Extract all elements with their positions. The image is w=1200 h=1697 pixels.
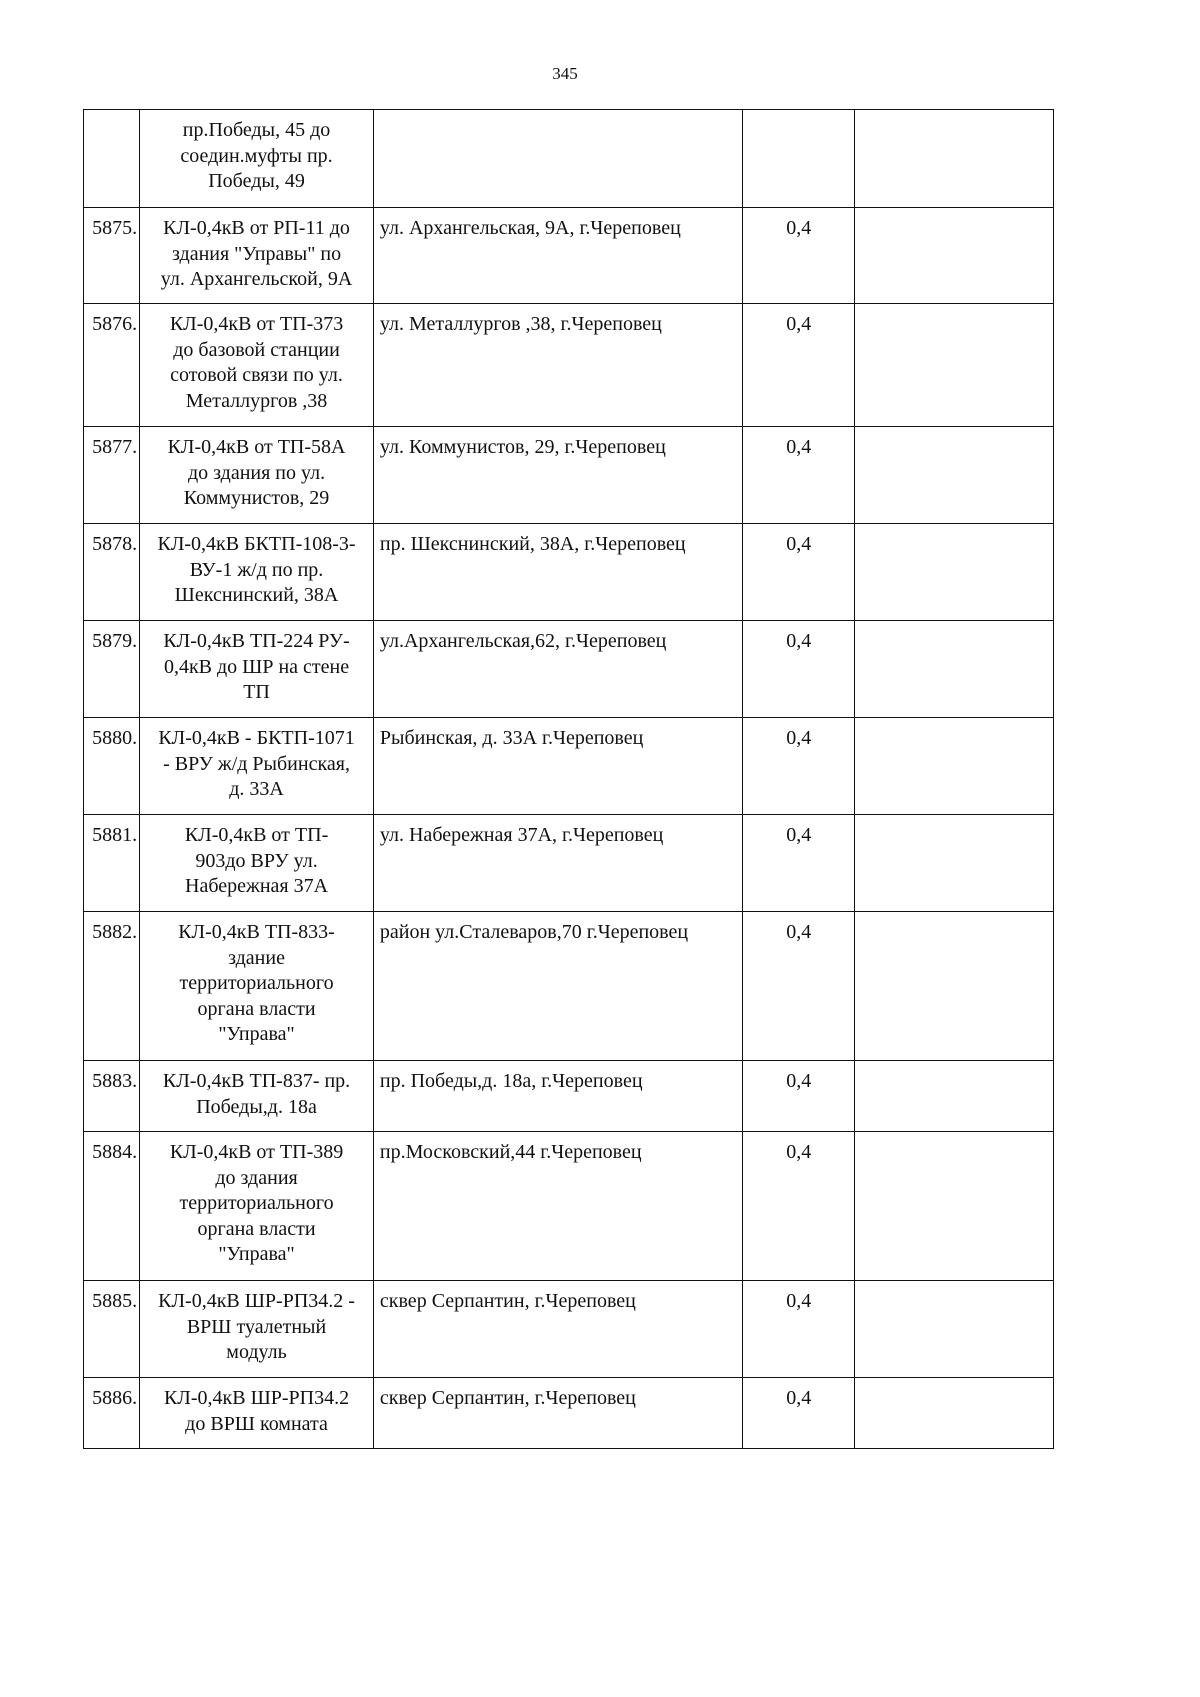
cable-line-name-text: здание [228, 946, 285, 969]
voltage-cell: 0,4 [743, 1061, 855, 1132]
address-text: сквер Серпантин, г.Череповец [379, 1290, 636, 1312]
table-row [84, 815, 1054, 912]
voltage-cell [743, 110, 855, 208]
cable-line-name-cell [140, 304, 374, 427]
address-text: ул. Металлургов ,38, г.Череповец [379, 313, 662, 335]
voltage-cell: 0,4 [743, 718, 855, 815]
address-cell [373, 718, 742, 815]
table-row [84, 1132, 1054, 1281]
cable-line-name-text: КЛ-0,4кВ от ТП- [184, 824, 329, 846]
address-cell [373, 1132, 742, 1281]
address-cell [373, 110, 742, 208]
voltage-cell: 0,4 [743, 621, 855, 718]
cable-line-name-text: Набережная 37А [185, 875, 329, 897]
table-row [84, 912, 1054, 1061]
row-number-cell: 5881. [84, 815, 140, 912]
cable-line-name-text: территориального [179, 1192, 334, 1214]
cable-line-name-cell [140, 718, 374, 815]
address-cell [373, 1378, 742, 1449]
cable-line-name-text: 0,4кВ до ШР на стене [163, 655, 350, 678]
address-text: ул. Набережная 37А, г.Череповец [379, 824, 664, 846]
empty-cell [855, 208, 1054, 304]
row-number-cell: 5882. [84, 912, 140, 1061]
cable-line-name-text: ВРШ туалетный [186, 1315, 327, 1338]
cable-line-registry-table [83, 109, 1054, 1449]
empty-cell [855, 1132, 1054, 1281]
cable-line-name-text: пр.Победы, 45 до [182, 119, 331, 141]
cable-line-name-cell [140, 1378, 374, 1449]
address-cell [373, 524, 742, 621]
cable-line-name-text: КЛ-0,4кВ ШР-РП34.2 - [158, 1290, 355, 1312]
cable-line-name-cell [140, 1132, 374, 1281]
row-number-cell: 5879. [84, 621, 140, 718]
empty-cell [855, 110, 1054, 208]
empty-cell [855, 718, 1054, 815]
cable-line-name-text: КЛ-0,4кВ от ТП-389 [169, 1141, 344, 1163]
empty-cell [855, 1378, 1054, 1449]
cable-line-name-cell [140, 524, 374, 621]
voltage-cell: 0,4 [743, 524, 855, 621]
row-number-cell: 5875. [84, 208, 140, 304]
cable-line-name-text: КЛ-0,4кВ ТП-224 РУ- [163, 630, 350, 652]
page-number: 345 [552, 64, 578, 83]
table-row [84, 621, 1054, 718]
cable-line-name-text: ТП [243, 681, 270, 703]
cable-line-name-text: КЛ-0,4кВ от ТП-373 [169, 313, 344, 335]
cable-line-name-text: органа власти [197, 1217, 316, 1240]
voltage-cell: 0,4 [743, 304, 855, 427]
row-number-cell: 5880. [84, 718, 140, 815]
cable-line-name-text: "Управа" [218, 1023, 295, 1045]
table-row [84, 304, 1054, 427]
voltage-cell: 0,4 [743, 815, 855, 912]
empty-cell [855, 1281, 1054, 1378]
address-text: Рыбинская, д. 33А г.Череповец [379, 727, 644, 749]
table-row [84, 1061, 1054, 1132]
cable-line-name-text: Металлургов ,38 [185, 389, 328, 412]
cable-line-name-text: КЛ-0,4кВ от ТП-58А [167, 436, 346, 458]
row-number-cell: 5877. [84, 427, 140, 524]
address-cell [373, 1281, 742, 1378]
registry-table-body [84, 110, 1054, 1449]
cable-line-name-text: КЛ-0,4кВ - БКТП-1071 [158, 727, 355, 749]
cable-line-name-text: Победы, 49 [208, 170, 305, 192]
cable-line-name-text: модуль [226, 1341, 287, 1363]
row-number-cell: 5886. [84, 1378, 140, 1449]
address-text: пр. Шекснинский, 38А, г.Череповец [379, 533, 686, 555]
table-row [84, 208, 1054, 304]
address-text: пр.Московский,44 г.Череповец [379, 1141, 642, 1163]
address-text: ул. Коммунистов, 29, г.Череповец [379, 436, 666, 458]
cable-line-name-text: территориального [179, 972, 334, 994]
cable-line-name-cell [140, 208, 374, 304]
row-number-cell [84, 110, 140, 208]
cable-line-name-cell [140, 110, 374, 208]
cable-line-name-text: "Управа" [218, 1243, 295, 1265]
cable-line-name-text: здания "Управы" по [171, 242, 342, 265]
address-text: пр. Победы,д. 18а, г.Череповец [379, 1070, 643, 1092]
address-text: ул.Архангельская,62, г.Череповец [379, 630, 667, 652]
row-number-cell: 5878. [84, 524, 140, 621]
cable-line-name-text: соедин.муфты пр. [180, 144, 333, 167]
cable-line-name-text: Коммунистов, 29 [183, 487, 330, 509]
empty-cell [855, 815, 1054, 912]
empty-cell [855, 427, 1054, 524]
empty-cell [855, 912, 1054, 1061]
address-cell [373, 1061, 742, 1132]
empty-cell [855, 1061, 1054, 1132]
table-row [84, 1378, 1054, 1449]
address-cell [373, 621, 742, 718]
address-text: ул. Архангельская, 9А, г.Череповец [379, 217, 681, 239]
row-number-cell: 5883. [84, 1061, 140, 1132]
cable-line-name-cell [140, 1281, 374, 1378]
cable-line-name-text: - ВРУ ж/д Рыбинская, [163, 752, 350, 775]
table-row [84, 524, 1054, 621]
address-cell [373, 427, 742, 524]
voltage-cell: 0,4 [743, 912, 855, 1061]
cable-line-name-cell [140, 427, 374, 524]
table-row [84, 427, 1054, 524]
cable-line-name-text: до базовой станции [173, 338, 340, 361]
cable-line-name-text: Шекснинский, 38А [174, 584, 339, 606]
cable-line-name-text: КЛ-0,4кВ БКТП-108-3- [157, 533, 356, 555]
cable-line-name-cell [140, 912, 374, 1061]
cable-line-name-text: ул. Архангельской, 9А [160, 268, 353, 290]
address-cell [373, 208, 742, 304]
cable-line-name-cell [140, 1061, 374, 1132]
cable-line-name-text: 903до ВРУ ул. [195, 849, 318, 872]
cable-line-name-text: д. 33А [229, 778, 284, 800]
cable-line-name-text: КЛ-0,4кВ от РП-11 до [163, 217, 350, 239]
empty-cell [855, 524, 1054, 621]
cable-line-name-text: ВУ-1 ж/д по пр. [189, 558, 324, 581]
table-row [84, 1281, 1054, 1378]
cable-line-name-text: сотовой связи по ул. [170, 364, 343, 386]
empty-cell [855, 621, 1054, 718]
cable-line-name-text: до ВРШ комната [185, 1412, 328, 1435]
empty-cell [855, 304, 1054, 427]
cable-line-name-text: Победы,д. 18а [196, 1095, 317, 1118]
address-text: район ул.Сталеваров,70 г.Череповец [379, 921, 689, 943]
cable-line-name-text: КЛ-0,4кВ ШР-РП34.2 [163, 1387, 350, 1409]
row-number-cell: 5885. [84, 1281, 140, 1378]
table-row [84, 718, 1054, 815]
cable-line-name-text: КЛ-0,4кВ ТП-837- пр. [162, 1070, 351, 1092]
row-number-cell: 5884. [84, 1132, 140, 1281]
voltage-cell: 0,4 [743, 427, 855, 524]
voltage-cell: 0,4 [743, 1281, 855, 1378]
address-cell [373, 304, 742, 427]
table-row [84, 110, 1054, 208]
cable-line-name-cell [140, 621, 374, 718]
voltage-cell: 0,4 [743, 1132, 855, 1281]
cable-line-name-text: органа власти [197, 997, 316, 1020]
address-text: сквер Серпантин, г.Череповец [379, 1387, 636, 1409]
row-number-cell: 5876. [84, 304, 140, 427]
cable-line-name-text: до здания [215, 1166, 298, 1189]
address-cell [373, 912, 742, 1061]
cable-line-name-cell [140, 815, 374, 912]
cable-line-name-text: до здания по ул. [187, 461, 326, 484]
cable-line-name-text: КЛ-0,4кВ ТП-833- [178, 921, 335, 943]
voltage-cell: 0,4 [743, 1378, 855, 1449]
address-cell [373, 815, 742, 912]
voltage-cell: 0,4 [743, 208, 855, 304]
